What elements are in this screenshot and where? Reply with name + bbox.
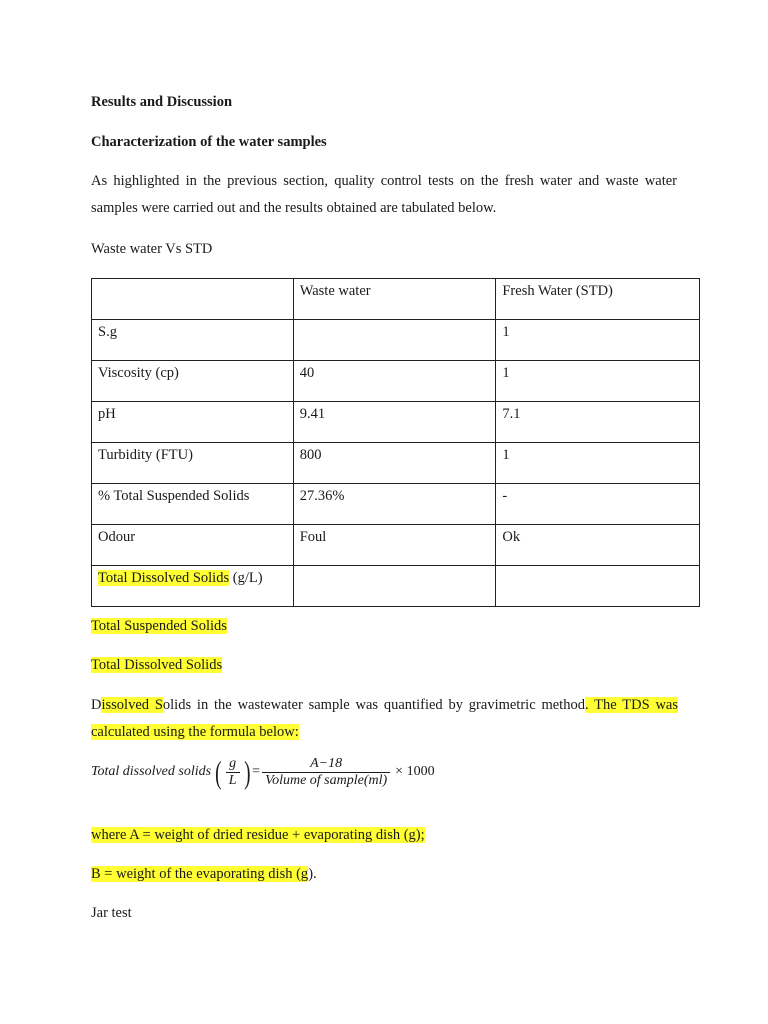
table-cell: Viscosity (cp): [92, 361, 294, 402]
table-cell: % Total Suspended Solids: [92, 484, 294, 525]
right-paren: ): [243, 754, 251, 790]
subsection-heading: Characterization of the water samples: [91, 134, 327, 150]
tds-formula: [91, 750, 435, 794]
jar-test-heading: Jar test: [91, 905, 132, 921]
table-cell: Foul: [293, 525, 496, 566]
highlighted-label: Total Dissolved Solids: [98, 570, 230, 586]
unit-label: (g/L): [229, 570, 263, 586]
table-cell: Turbidity (FTU): [92, 443, 294, 484]
table-caption: Waste water Vs STD: [91, 241, 213, 257]
table-cell: -: [496, 484, 700, 525]
table-cell: Ok: [496, 525, 700, 566]
tds-paragraph-line-2: [91, 724, 299, 741]
table-row: [92, 443, 700, 484]
table-cell: [293, 566, 496, 607]
header-cell: Waste water: [293, 279, 496, 320]
table-row: [92, 402, 700, 443]
formula-numerator: A−18: [310, 755, 343, 771]
highlight-run: calculated using the formula below:: [91, 724, 299, 740]
text-run: olids: [162, 697, 192, 713]
table-cell: 40: [293, 361, 496, 402]
table-header-row: [92, 279, 700, 320]
table-cell: pH: [92, 402, 294, 443]
table-cell: 1: [496, 361, 700, 402]
table-cell: 9.41: [293, 402, 496, 443]
formula-multiplier: × 1000: [395, 764, 435, 779]
equals-sign: =: [252, 764, 261, 779]
tds-heading: [91, 657, 222, 674]
unit-fraction: [226, 756, 240, 789]
results-table: [91, 278, 700, 607]
table-cell: [92, 566, 294, 607]
table-cell: 27.36%: [293, 484, 496, 525]
table-row: [92, 566, 700, 607]
table-cell: 1: [496, 320, 700, 361]
tss-heading: [91, 618, 227, 635]
intro-line-2: samples were carried out and the results obtained are tabulated below.: [91, 200, 497, 216]
table-cell: 800: [293, 443, 496, 484]
formula-denominator: Volume of sample(ml): [262, 772, 390, 789]
highlight-run: issolved S: [101, 697, 163, 713]
tds-paragraph-line-1: [91, 697, 678, 714]
left-paren: (: [215, 754, 222, 790]
table-cell: [293, 320, 496, 361]
highlight-run: . The TDS was: [584, 697, 679, 713]
unit-numerator: g: [229, 755, 237, 771]
table-cell: Odour: [92, 525, 294, 566]
table-cell: S.g: [92, 320, 294, 361]
where-b-end: ).: [308, 866, 317, 882]
table-cell: 1: [496, 443, 700, 484]
header-cell: [92, 279, 294, 320]
table-row: [92, 525, 700, 566]
table-cell: 7.1: [496, 402, 700, 443]
where-b-line: [91, 866, 317, 883]
tss-heading-text: Total Suspended Solids: [91, 618, 227, 634]
table-row: [92, 484, 700, 525]
text-run: in the wastewater sample was quantified by gravimetric method: [191, 697, 585, 713]
where-a-line: [91, 827, 425, 844]
header-cell: Fresh Water (STD): [496, 279, 700, 320]
where-a-text: where A = weight of dried residue + evaporating dish (g);: [91, 827, 425, 843]
table-cell: [496, 566, 700, 607]
formula-lhs: Total dissolved solids: [91, 764, 212, 779]
text-run: D: [91, 697, 102, 713]
tds-heading-text: Total Dissolved Solids: [91, 657, 223, 673]
intro-line-1: As highlighted in the previous section, quality control tests on the fresh water and waste water: [91, 173, 677, 189]
unit-denominator: L: [226, 772, 240, 789]
section-heading: Results and Discussion: [91, 94, 233, 110]
main-fraction: [262, 756, 390, 789]
table-row: [92, 361, 700, 402]
where-b-text: B = weight of the evaporating dish (g: [91, 866, 309, 882]
table-row: [92, 320, 700, 361]
